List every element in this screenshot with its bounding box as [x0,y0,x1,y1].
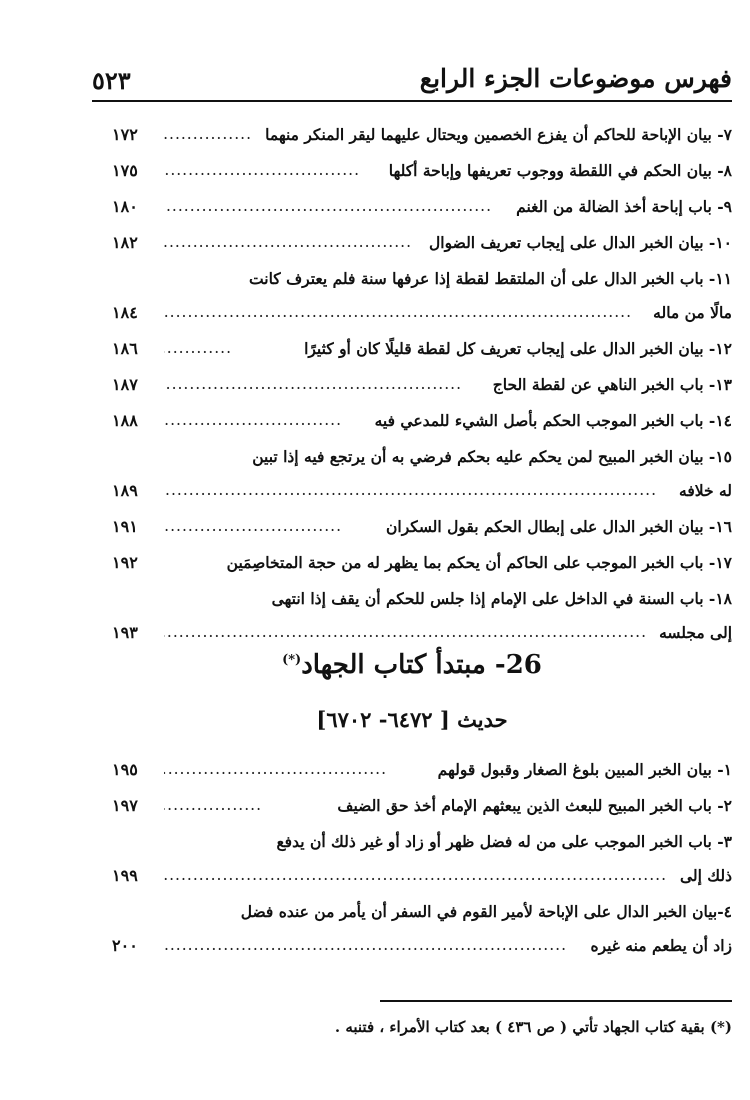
toc-entry [112,936,732,964]
toc-entry [112,553,732,581]
page-header [92,58,732,102]
chapter-heading [92,650,732,680]
hadith-range: حديث [ ٦٤٧٢- ٦٧٠٢] [316,707,508,732]
toc-entry-page: ١٨٤ [112,303,138,322]
toc-entry-text: ٢- باب الخبر المبيح للبعث الذين يبعثهم الإمام أخذ حق الضيف [337,796,732,815]
page-title: فهرس موضوعات الجزء الرابع [419,64,732,93]
footnote-marker: (*) [282,652,302,668]
toc-entry [112,375,732,403]
toc-entry-text: ١٧- باب الخبر الموجب على الحاكم أن يحكم بما يظهر له من حجة المتخاصِمَين [226,553,732,572]
toc-entry-page: ١٨٢ [112,233,138,252]
toc-entry-page: ١٩٩ [112,866,138,885]
toc-entry [112,197,732,225]
toc-entry [112,447,732,475]
toc-entry [112,481,732,509]
toc-entry-page: ١٨٠ [112,197,138,216]
toc-entry [112,796,732,824]
toc-entry-text: ١٢- بيان الخبر الدال على إيجاب تعريف كل لقطة قليلًا كان أو كثيرًا [304,339,732,358]
toc-entry-text: ١٠- بيان الخبر الدال على إيجاب تعريف الضوال [429,233,732,252]
leader-dots [164,623,647,641]
leader-dots [164,760,387,778]
toc-entry [112,517,732,545]
leader-dots [164,303,632,321]
leader-dots [164,796,262,814]
toc-entry [112,233,732,261]
leader-dots [164,339,232,357]
toc-entry-text: ٧- بيان الإباحة للحاكم أن يفزع الخصمين ويحتال عليهما ليقر المنكر منهما [265,125,732,144]
leader-dots [164,233,412,251]
toc-entry-page: ٢٠٠ [112,936,138,955]
toc-entry-text: ١٥- بيان الخبر المبيح لمن يحكم عليه بحكم فرضي به أن يرتجع فيه إذا تبين [252,447,732,466]
toc-entry-text: ذلك إلى [679,866,732,885]
chapter-title: 26- مبتدأ كتاب الجهاد [301,650,542,680]
toc-entry [112,303,732,331]
toc-entry [112,623,732,651]
toc-entry-page: ١٧٢ [112,125,138,144]
toc-entry [112,411,732,439]
toc-entry [112,589,732,617]
footnote-rule [380,1000,732,1002]
toc-entry [112,161,732,189]
leader-dots [164,936,567,954]
toc-entry-page: ١٨٨ [112,411,138,430]
toc-entry-page: ١٨٩ [112,481,138,500]
footnote: (*) بقية كتاب الجهاد تأتي ( ص ٤٣٦ ) بعد كتاب الأمراء ، فتنبه . [334,1018,732,1036]
toc-entry-page: ١٩٥ [112,760,138,779]
toc-entry-page: ١٧٥ [112,161,138,180]
toc-entry [112,125,732,153]
toc-entry-text: ٣- باب الخبر الموجب على من له فضل ظهر أو زاد أو غير ذلك أن يدفع [276,832,732,851]
toc-entry-text: ١٨- باب السنة في الداخل على الإمام إذا جلس للحكم أن يقف إذا انتهى [271,589,732,608]
toc-entry [112,760,732,788]
leader-dots [164,517,342,535]
toc-entry-text: ٩- باب إباحة أخذ الضالة من الغنم [516,197,732,216]
toc-entry-text: له خلافه [679,481,732,500]
leader-dots [164,161,360,179]
toc-entry-page: ١٩٧ [112,796,138,815]
toc-entry-text: ١٣- باب الخبر الناهي عن لقطة الحاج [492,375,732,394]
toc-entry [112,902,732,930]
toc-entry-page: ١٩٢ [112,553,138,572]
leader-dots [164,866,667,884]
header-rule [92,100,732,102]
toc-entry-text: ١١- باب الخبر الدال على أن الملتقط لقطة إذا عرفها سنة فلم يعترف كانت [249,269,732,288]
toc-entry-text: إلى مجلسه [659,623,732,642]
toc-entry [112,866,732,894]
leader-dots [164,481,657,499]
toc-entry-text: ٨- بيان الحكم في اللقطة ووجوب تعريفها وإباحة أكلها [388,161,732,180]
toc-entry-text: ٤-بيان الخبر الدال على الإباحة لأمير القوم في السفر أن يأمر من عنده فضل [240,902,732,921]
toc-entry [112,339,732,367]
toc-entry-text: ١- بيان الخبر المبين بلوغ الصغار وقبول قولهم [437,760,732,779]
toc-entry [112,269,732,297]
toc-entry [112,832,732,860]
page-number: ٥٢٣ [92,66,131,95]
toc-entry-page: ١٩٣ [112,623,138,642]
leader-dots [164,125,252,143]
toc-entry-text: زاد أن يطعم منه غيره [590,936,732,955]
toc-entry-text: ١٤- باب الخبر الموجب الحكم بأصل الشيء للمدعي فيه [374,411,732,430]
toc-entry-page: ١٨٧ [112,375,138,394]
toc-entry-text: مالًا من ماله [653,303,732,322]
leader-dots [164,375,462,393]
leader-dots [164,411,342,429]
toc-entry-page: ١٩١ [112,517,138,536]
toc-entry-text: ١٦- بيان الخبر الدال على إبطال الحكم بقول السكران [386,517,732,536]
leader-dots [164,197,492,215]
toc-entry-page: ١٨٦ [112,339,138,358]
